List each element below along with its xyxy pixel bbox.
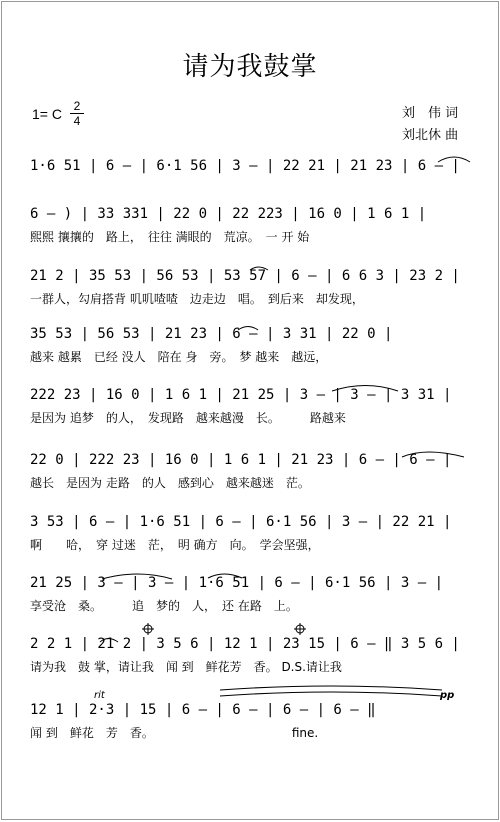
score-line-5 bbox=[30, 387, 476, 425]
score-line-3 bbox=[30, 268, 476, 306]
score-line-8 bbox=[30, 575, 476, 613]
lyrics-line: 一群人，勾肩搭背 叽叽喳喳 边走边 唱。 到后来 却发现， bbox=[30, 292, 364, 306]
lyrics-line: 享受沧 桑。 追 梦的 人， 还 在路 上。 bbox=[30, 599, 298, 613]
lyrics-line: 闻 到 鲜花 芳 香。 fine. bbox=[30, 726, 319, 740]
lyrics-line: 熙熙 攘攘的 路上， 往往 满眼的 荒凉。 一 开 始 bbox=[30, 230, 310, 244]
notes-line: 222 23 | 16 0 | 1 6 1 | 21 25 | 3 – | 3 – | 3 31 | bbox=[30, 387, 452, 403]
lyrics-line: 啊 哈， 穿 过迷 茫， 明 确方 向。 学会坚强， bbox=[30, 538, 320, 552]
score-line-7 bbox=[30, 514, 476, 552]
lyrics-line: 越长 是因为 走路 的人 感到心 越来越迷 茫。 bbox=[30, 476, 310, 490]
notes-line: 21 2 | 35 53 | 56 53 | 53 57 | 6 – | 6 6 3 | 23 2 | bbox=[30, 268, 460, 284]
song-title: 请为我鼓掌 bbox=[182, 52, 318, 82]
meter-bottom: 4 bbox=[73, 114, 81, 128]
key-signature: 1= C bbox=[32, 106, 62, 122]
notes-line: 22 0 | 222 23 | 16 0 | 1 6 1 | 21 23 | 6 – | 6 – | bbox=[30, 452, 452, 468]
score-page bbox=[1, 1, 499, 820]
lyrics-line: 请为我 鼓 掌，请让我 闻 到 鲜花芳 香。 D.S.请让我 bbox=[30, 660, 342, 674]
notes-line: 6 – ) | 33 331 | 22 0 | 22 223 | 16 0 | 1 6 1 | bbox=[30, 206, 427, 222]
score-line-10 bbox=[30, 702, 476, 740]
lyrics-line bbox=[30, 180, 476, 196]
segno-icon bbox=[142, 623, 154, 635]
meter-top: 2 bbox=[73, 99, 81, 113]
rit-mark: rit bbox=[94, 690, 105, 701]
lyrics-line: 是因为 追梦 的人， 发现路 越来越漫 长。 路越来 bbox=[30, 411, 346, 425]
score-line-2 bbox=[30, 206, 476, 244]
time-signature bbox=[70, 100, 84, 127]
lyrics-line: 越来 越累 已经 没人 陪在 身 旁。 梦 越来 越远， bbox=[30, 350, 328, 364]
notes-line: 35 53 | 56 53 | 21 23 | 6 – | 3 31 | 22 0 | bbox=[30, 326, 393, 342]
composer-credit: 刘北休 曲 bbox=[402, 128, 459, 143]
score-line-1 bbox=[30, 158, 476, 196]
lyricist-credit: 刘 伟 词 bbox=[402, 106, 459, 121]
score-line-9 bbox=[30, 636, 476, 674]
notes-line: 12 1 | 2·3 | 15 | 6 – | 6 – | 6 – | 6 – ‖ bbox=[30, 702, 376, 718]
pp-mark: pp bbox=[440, 690, 455, 701]
notes-line: 3 53 | 6 – | 1·6 51 | 6 – | 6·1 56 | 3 – | 22 21 | bbox=[30, 514, 452, 530]
notes-line: 1·6 51 | 6 – | 6·1 56 | 3 – | 22 21 | 21 23 | 6 – | bbox=[30, 158, 460, 174]
notes-line: 21 25 | 3 – | 3 – | 1·6 51 | 6 – | 6·1 56 | 3 – | bbox=[30, 575, 444, 591]
score-line-4 bbox=[30, 326, 476, 364]
segno-icon bbox=[294, 623, 306, 635]
score-line-6 bbox=[30, 452, 476, 490]
notes-line: 2 2 1 | 21 2 | 3 5 6 | 12 1 | 23 15 | 6 – ‖ 3 5 6 | bbox=[30, 636, 460, 652]
